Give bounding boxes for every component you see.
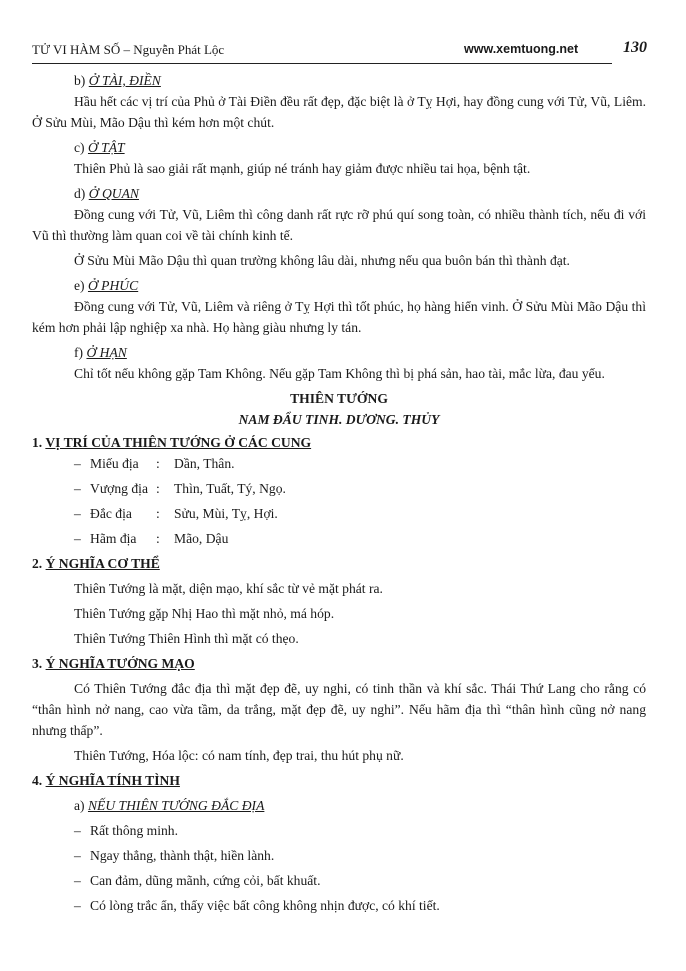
subheading-b-title: Ở TÀI, ĐIỀN bbox=[88, 73, 161, 88]
star-subtitle: NAM ĐẨU TINH. DƯƠNG. THỦY bbox=[238, 412, 440, 427]
position-row: – Miếu địa : Dần, Thân. bbox=[32, 453, 646, 474]
subheading-f: f) Ở HẠN bbox=[74, 345, 127, 360]
paragraph-2b: Thiên Tướng gặp Nhị Hao thì mặt nhỏ, má hóp. bbox=[74, 606, 335, 621]
paragraph-3b: Thiên Tướng, Hóa lộc: có nam tính, đẹp trai, thu hút phụ nữ. bbox=[74, 748, 404, 763]
header-website: www.xemtuong.net bbox=[464, 42, 579, 56]
list-item: – Có lòng trắc ẩn, thấy việc bất công không nhịn được, có khí tiết. bbox=[74, 898, 440, 913]
paragraph-2c: Thiên Tướng Thiên Hình thì mặt có thẹo. bbox=[74, 631, 299, 646]
paragraph-b: Hầu hết các vị trí của Phủ ở Tài Điền đều rất đẹp, đặc biệt là ở Tỵ Hợi, hay đồng cung với Tử, Vũ, Liêm. Ở Sửu Mùi, Mão Dậu thì kém hơn một chút. bbox=[32, 94, 646, 130]
position-label: Hãm địa bbox=[90, 531, 137, 546]
subheading-d-title: Ở QUAN bbox=[88, 186, 139, 201]
subheading-b: b) Ở TÀI, ĐIỀN bbox=[74, 73, 161, 88]
section-heading-1: 1. VỊ TRÍ CỦA THIÊN TƯỚNG Ở CÁC CUNG bbox=[32, 435, 312, 450]
list-item: – Rất thông minh. bbox=[74, 823, 178, 838]
subheading-4a: a) NẾU THIÊN TƯỚNG ĐẮC ĐỊA bbox=[74, 798, 265, 813]
header-title: TỬ VI HÀM SỐ – Nguyễn Phát Lộc bbox=[32, 42, 225, 57]
subheading-e-title: Ở PHÚC bbox=[87, 278, 139, 293]
subheading-d: d) Ở QUAN bbox=[74, 186, 139, 201]
paragraph-c: Thiên Phủ là sao giải rất mạnh, giúp né tránh hay giảm được nhiều tai họa, bệnh tật. bbox=[74, 161, 531, 176]
star-title: THIÊN TƯỚNG bbox=[290, 391, 388, 406]
position-label: Đắc địa bbox=[90, 506, 132, 521]
paragraph-e: Đồng cung với Tử, Vũ, Liêm và riêng ở Tỵ Hợi thì tốt phúc, họ hàng hiển vinh. Ở Sửu Mùi Mão Dậu thì kém hơn phải lập nghiệp xa nhà. Họ hàng giàu nhưng ly tán. bbox=[32, 299, 646, 335]
position-value: Dần, Thân. bbox=[174, 456, 235, 471]
section-heading-2: 2. Ý NGHĨA CƠ THỂ bbox=[32, 556, 160, 571]
position-label: Vượng địa bbox=[90, 481, 148, 496]
header-rule bbox=[32, 63, 612, 64]
subheading-c: c) Ở TẬT bbox=[74, 140, 125, 155]
section-heading-2-title: Ý NGHĨA CƠ THỂ bbox=[45, 556, 160, 571]
paragraph-f: Chỉ tốt nếu không gặp Tam Không. Nếu gặp Tam Không thì bị phá sản, hao tài, mắc lừa, đau yếu. bbox=[74, 366, 605, 381]
list-item: – Can đảm, dũng mãnh, cứng cỏi, bất khuất. bbox=[74, 873, 321, 888]
position-row: – Hãm địa : Mão, Dậu bbox=[32, 528, 646, 549]
position-value: Sửu, Mùi, Tỵ, Hợi. bbox=[174, 506, 278, 521]
page-header bbox=[32, 38, 654, 64]
subheading-e: e) Ở PHÚC bbox=[74, 278, 139, 293]
page-number: 130 bbox=[623, 39, 647, 56]
position-label: Miếu địa bbox=[90, 456, 139, 471]
page-content bbox=[32, 70, 646, 920]
section-heading-4-title: Ý NGHĨA TÍNH TÌNH bbox=[45, 773, 180, 788]
paragraph-d2: Ở Sửu Mùi Mão Dậu thì quan trường không lâu dài, nhưng nếu qua buôn bán thì thành đạt. bbox=[74, 253, 570, 268]
position-value: Mão, Dậu bbox=[174, 531, 229, 546]
paragraph-d1: Đồng cung với Tử, Vũ, Liêm thì công danh rất rực rỡ phú quí song toàn, có nhiều thành tích, nếu đi với Vũ thì thường làm quan coi về tài chính kinh tế. bbox=[32, 207, 646, 243]
section-heading-3-title: Ý NGHĨA TƯỚNG MẠO bbox=[45, 656, 195, 671]
subheading-c-title: Ở TẬT bbox=[87, 140, 125, 155]
paragraph-3a: Có Thiên Tướng đắc địa thì mặt đẹp đẽ, uy nghi, có tinh thần và khí sắc. Thái Thứ Lang cho rằng có “thân hình nở nang, cao vừa tầm, da trắng, mặt đẹp đẽ, uy nghi”. Nếu hãm địa thì “thân hình cũng nở nang nhưng thấp”. bbox=[32, 681, 646, 738]
position-value: Thìn, Tuất, Tý, Ngọ. bbox=[174, 481, 286, 496]
section-heading-1-title: VỊ TRÍ CỦA THIÊN TƯỚNG Ở CÁC CUNG bbox=[45, 435, 312, 450]
position-row: – Đắc địa : Sửu, Mùi, Tỵ, Hợi. bbox=[32, 503, 646, 524]
list-item: – Ngay thẳng, thành thật, hiền lành. bbox=[74, 848, 275, 863]
subheading-f-title: Ở HẠN bbox=[86, 345, 127, 360]
position-row: – Vượng địa : Thìn, Tuất, Tý, Ngọ. bbox=[32, 478, 646, 499]
section-heading-3: 3. Ý NGHĨA TƯỚNG MẠO bbox=[32, 656, 195, 671]
section-heading-4: 4. Ý NGHĨA TÍNH TÌNH bbox=[32, 773, 180, 788]
paragraph-2a: Thiên Tướng là mặt, diện mạo, khí sắc từ vẻ mặt phát ra. bbox=[74, 581, 383, 596]
subheading-4a-title: NẾU THIÊN TƯỚNG ĐẮC ĐỊA bbox=[87, 798, 265, 813]
